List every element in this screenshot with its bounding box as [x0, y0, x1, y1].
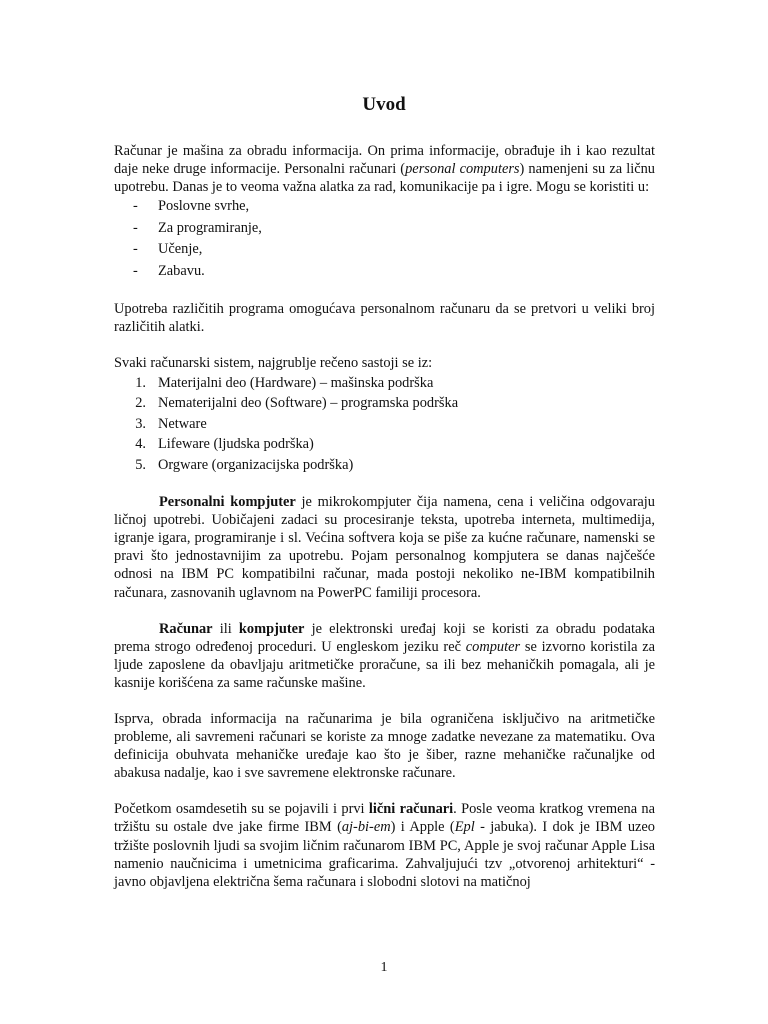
licni-racunari-term: lični računari [368, 801, 454, 818]
list-item-text: Lifeware (ljudska podrška) [158, 436, 314, 453]
intro-text-2: ) namenjeni su za ličnu upotrebu. Danas je to veoma važna alatka za rad, komunikacije pa i igre. Mogu se koristiti u: [114, 161, 656, 196]
computer-text-2: je elektronski uređaj koji se koristi za obradu podataka prema strogo određenoj proceduri. U engleskom jeziku reč [114, 620, 655, 655]
document-body [114, 142, 655, 891]
computer-term: Računar [159, 620, 213, 637]
list-item-text: Poslovne svrhe, [158, 198, 250, 215]
page-title: Uvod [362, 94, 406, 115]
computer-text-3: se izvorno koristila za ljude zaposlene da obavljaju aritmetičke proračune, sa ili bez mehaničkih pomagala, ali je kasnije korišćena za same računske mašine. [114, 638, 655, 691]
intro-italic: personal computers [405, 161, 520, 178]
list-item [114, 261, 655, 283]
eighties-text-3: ) i Apple ( [390, 819, 455, 836]
list-item [114, 393, 655, 414]
kompjuter-term: kompjuter [238, 620, 305, 637]
list-item [114, 239, 655, 261]
list-item [114, 218, 655, 240]
apple-pronunciation: Epl [454, 819, 475, 836]
list-item-text: Materijalni deo (Hardware) – mašinska podrška [158, 374, 434, 391]
list-item-text: Zabavu. [158, 262, 205, 279]
ibm-pronunciation: aj-bi-em [341, 819, 391, 836]
list-item [114, 455, 655, 476]
pc-paragraph [114, 493, 655, 602]
list-marker: - [133, 262, 138, 279]
eighties-paragraph [114, 800, 655, 890]
list-number: 4. [135, 436, 146, 453]
list-item [114, 414, 655, 435]
list-item-text: Učenje, [158, 241, 203, 258]
system-intro: Svaki računarski sistem, najgrublje rečeno sastoji se iz: [114, 355, 433, 372]
list-item-text: Za programiranje, [158, 219, 262, 236]
list-item [114, 196, 655, 218]
eighties-text-1: Početkom osamdesetih su se pojavili i prvi [114, 801, 369, 818]
uses-list [114, 196, 655, 282]
list-item [114, 373, 655, 394]
eighties-text-4: - jabuka). I dok je IBM uzeo tržište poslovnih ljudi sa svojim ličnim računarom IBM PC, Apple je svoj računar Apple Lisa namenio naučnicima i umetnicima graficarima. Zahvaljujući tzv „otvorenoj arhitekturi“ - javno objavljena električna šema računara i slobodni slotovi na matičnoj [114, 819, 655, 890]
programs-paragraph: Upotreba različitih programa omogućava personalnom računaru da se pretvori u veliki broj različitih alatki. [114, 301, 655, 336]
computer-italic: computer [465, 638, 521, 655]
list-number: 3. [135, 415, 146, 432]
pc-term: Personalni kompjuter [159, 494, 296, 511]
intro-text-1: Računar je mašina za obradu informacija. On prima informacije, obrađuje ih i kao rezultat daje neke druge informacije. Personalni računari ( [114, 143, 655, 178]
list-item-text: Orgware (organizacijska podrška) [158, 456, 354, 473]
list-number: 2. [135, 395, 146, 412]
computer-text-1: ili [212, 620, 239, 637]
intro-paragraph [114, 142, 655, 196]
page-number: 1 [380, 960, 388, 975]
list-number: 5. [135, 456, 146, 473]
list-marker: - [133, 241, 138, 258]
pc-text: je mikrokompjuter čija namena, cena i veličina odgovaraju ličnoj upotrebi. Uobičajeni zadaci su procesiranje teksta, upotreba interneta, multimedija, igranje igara, programiranje i sl. Većina softvera koja se piše za kućne računare, namenski se pravi što jednostavnijim za upotrebu. Pojam personalnog kompjutera se danas najčešće odnosi na IBM PC kompatibilni računar, mada postoji nekoliko ne-IBM kompatibilnih računara, zasnovanih uglavnom na PowerPC familiji procesora. [114, 494, 655, 601]
list-item-text: Netware [158, 415, 207, 432]
list-item-text: Nematerijalni deo (Software) – programska podrška [158, 395, 459, 412]
list-number: 1. [135, 374, 146, 391]
history-paragraph: Isprva, obrada informacija na računarima je bila ograničena isključivo na aritmetičke probleme, ali savremeni računari se koriste za mnoge zadatke nevezane za matematiku. Ova definicija obuhvata mehaničke uređaje kao što je šiber, razne mehaničke računaljke od abakusa nadalje, kao i sve savremene elektronske računare. [114, 711, 655, 782]
list-marker: - [133, 219, 138, 236]
list-item [114, 434, 655, 455]
eighties-text-2: . Posle veoma kratkog vremena na tržištu su ostale dve jake firme IBM ( [114, 801, 655, 836]
list-marker: - [133, 198, 138, 215]
system-parts-list [114, 373, 655, 476]
computer-paragraph [114, 620, 655, 692]
